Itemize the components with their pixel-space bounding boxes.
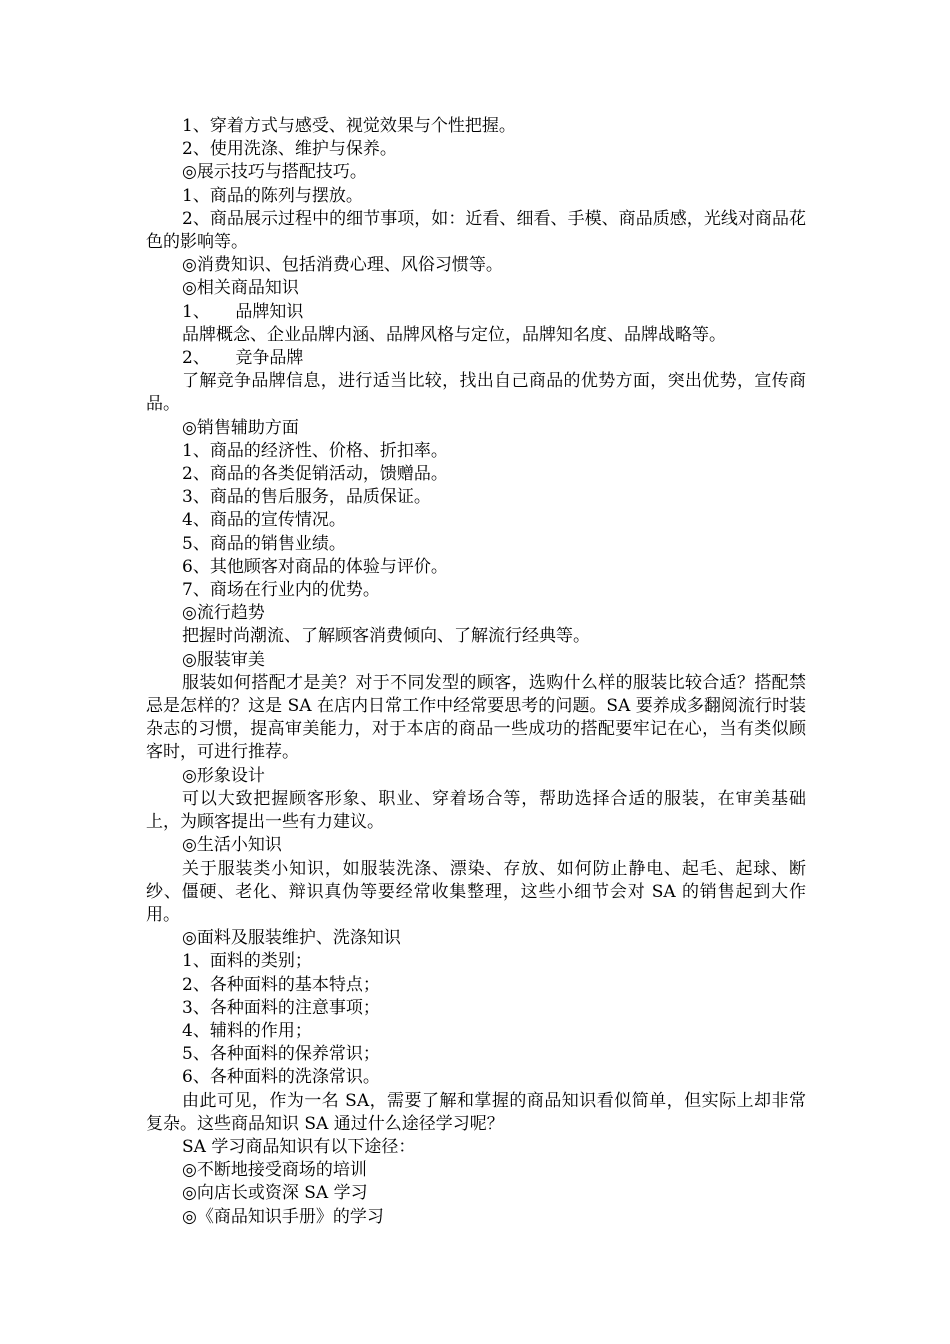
section-heading: ◎不断地接受商场的培训 xyxy=(182,1160,367,1181)
section-heading: ◎流行趋势 xyxy=(182,603,265,624)
paragraph: 1、商品的陈列与摆放。 xyxy=(182,185,363,206)
paragraph: 2、使用洗涤、维护与保养。 xyxy=(182,139,397,160)
paragraph: 可以大致把握顾客形象、职业、穿着场合等，帮助选择合适的服装，在审美基础上，为顾客提出一些有力建议。 xyxy=(146,788,806,833)
section-heading: ◎面料及服装维护、洗涤知识 xyxy=(182,928,401,949)
section-heading: ◎生活小知识 xyxy=(182,835,282,856)
paragraph: 品牌概念、企业品牌内涵、品牌风格与定位，品牌知名度、品牌战略等。 xyxy=(182,324,726,345)
paragraph: 3、各种面料的注意事项； xyxy=(182,997,380,1018)
section-heading: ◎服装审美 xyxy=(182,649,265,670)
paragraph: 2、 竞争品牌 xyxy=(182,348,304,369)
paragraph: 1、 品牌知识 xyxy=(182,301,304,322)
paragraph: 关于服装类小知识，如服装洗涤、漂染、存放、如何防止静电、起毛、起球、断纱、僵硬、老化、辩识真伪等要经常收集整理，这些小细节会对 SA 的销售起到大作用。 xyxy=(146,858,806,925)
section-heading: ◎销售辅助方面 xyxy=(182,417,299,438)
paragraph: 6、各种面料的洗涤常识。 xyxy=(182,1067,380,1088)
paragraph: 2、商品展示过程中的细节事项，如：近看、细看、手模、商品质感，光线对商品花色的影响等。 xyxy=(146,208,806,253)
paragraph: SA 学习商品知识有以下途径： xyxy=(182,1136,416,1157)
section-heading: ◎形象设计 xyxy=(182,765,265,786)
section-heading: ◎消费知识、包括消费心理、风俗习惯等。 xyxy=(182,255,503,276)
paragraph: 1、商品的经济性、价格、折扣率。 xyxy=(182,440,448,461)
section-heading: ◎相关商品知识 xyxy=(182,278,299,299)
paragraph: 了解竞争品牌信息，进行适当比较，找出自己商品的优势方面，突出优势，宣传商品。 xyxy=(146,371,806,415)
paragraph: 7、商场在行业内的优势。 xyxy=(182,580,380,601)
paragraph: 5、各种面料的保养常识； xyxy=(182,1044,380,1065)
paragraph: 1、穿着方式与感受、视觉效果与个性把握。 xyxy=(182,116,516,136)
paragraph: 1、面料的类别； xyxy=(182,951,312,972)
paragraph: 3、商品的售后服务，品质保证。 xyxy=(182,487,431,508)
paragraph: 4、商品的宣传情况。 xyxy=(182,510,346,531)
section-heading: ◎向店长或资深 SA 学习 xyxy=(182,1183,368,1204)
paragraph: 服装如何搭配才是美？对于不同发型的顾客，选购什么样的服装比较合适？搭配禁忌是怎样的？这是 SA 在店内日常工作中经常要思考的问题。SA 要养成多翻阅流行时装杂志的习惯，提高审美能力，对于本店的商品一些成功的搭配要牢记在心，当有类似顾客时，可进行推荐。 xyxy=(146,672,806,763)
paragraph: 2、各种面料的基本特点； xyxy=(182,974,380,995)
paragraph: 2、商品的各类促销活动，馈赠品。 xyxy=(182,464,448,485)
document-body xyxy=(146,115,806,1229)
paragraph: 5、商品的销售业绩。 xyxy=(182,533,346,554)
paragraph: 6、其他顾客对商品的体验与评价。 xyxy=(182,556,448,577)
paragraph: 4、辅料的作用； xyxy=(182,1020,312,1041)
section-heading: ◎展示技巧与搭配技巧。 xyxy=(182,162,367,183)
paragraph: 把握时尚潮流、了解顾客消费倾向、了解流行经典等。 xyxy=(182,626,590,647)
paragraph: 由此可见，作为一名 SA，需要了解和掌握的商品知识看似简单，但实际上却非常复杂。这些商品知识 SA 通过什么途径学习呢？ xyxy=(146,1090,806,1134)
section-heading: ◎《商品知识手册》的学习 xyxy=(182,1206,384,1227)
